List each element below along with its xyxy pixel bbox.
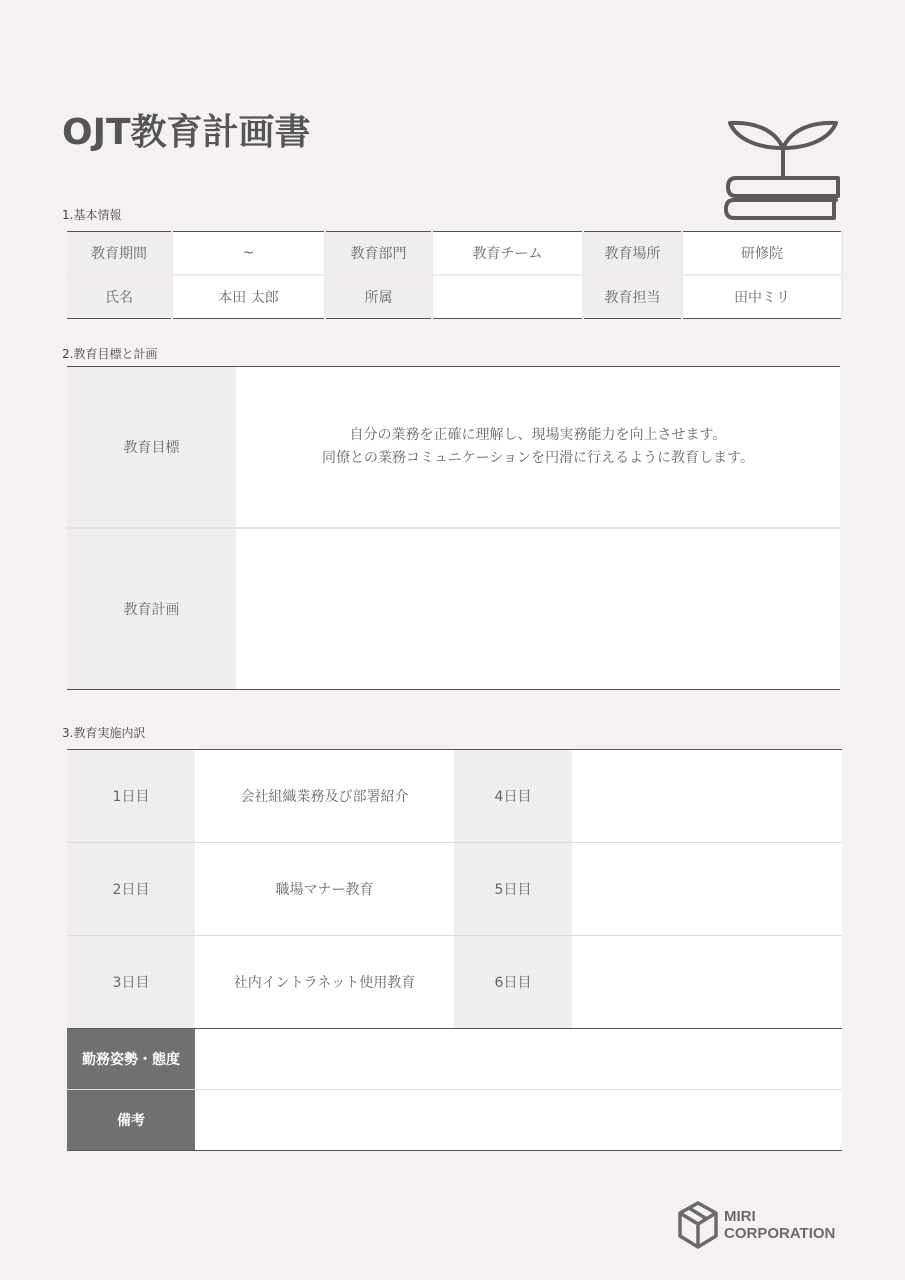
instructor-value[interactable]: 田中ミリ (682, 275, 842, 319)
goal-line: 自分の業務を正確に理解し、現場実務能力を向上させます。 (349, 427, 727, 443)
day-label: 2日目 (67, 843, 195, 936)
plant-books-icon (722, 118, 844, 226)
period-value[interactable]: ~ (172, 232, 325, 276)
attitude-row (67, 1029, 842, 1090)
name-label: 氏名 (67, 275, 172, 319)
goal-row (67, 367, 840, 529)
goal-line: 同僚との業務コミュニケーションを円滑に行えるように教育します。 (321, 450, 755, 466)
day-row (67, 843, 842, 936)
basic-info-row (67, 232, 842, 276)
basic-info-row (67, 275, 842, 319)
page-title: OJT教育計画書 (62, 112, 311, 153)
plan-label: 教育計画 (67, 528, 236, 690)
section-basic-info-label: 1.基本情報 (62, 208, 122, 222)
remarks-value[interactable] (195, 1090, 842, 1151)
department-value[interactable]: 教育チーム (432, 232, 583, 276)
goal-value[interactable] (236, 367, 840, 529)
location-value[interactable]: 研修院 (682, 232, 842, 276)
day-content[interactable] (572, 843, 842, 936)
affiliation-value[interactable] (432, 275, 583, 319)
day-label: 1日目 (67, 750, 195, 843)
affiliation-label: 所属 (325, 275, 432, 319)
day-label: 5日目 (454, 843, 572, 936)
day-content[interactable]: 会社組織業務及び部署紹介 (195, 750, 454, 843)
day-content[interactable] (572, 936, 842, 1029)
logo-line-1: MIRI (724, 1208, 756, 1225)
day-content[interactable]: 社内イントラネット使用教育 (195, 936, 454, 1029)
remarks-row (67, 1090, 842, 1151)
day-content[interactable] (572, 750, 842, 843)
logo-line-2: CORPORATION (724, 1225, 836, 1242)
day-label: 6日目 (454, 936, 572, 1029)
name-value[interactable]: 本田 太郎 (172, 275, 325, 319)
day-row (67, 750, 842, 843)
plan-value[interactable] (236, 528, 840, 690)
instructor-label: 教育担当 (583, 275, 682, 319)
department-label: 教育部門 (325, 232, 432, 276)
day-content[interactable]: 職場マナー教育 (195, 843, 454, 936)
section-schedule-label: 3.教育実施内訳 (62, 726, 146, 740)
day-label: 3日目 (67, 936, 195, 1029)
goal-label: 教育目標 (67, 367, 236, 529)
day-label: 4日目 (454, 750, 572, 843)
section-goals-label: 2.教育目標と計画 (62, 347, 158, 361)
basic-info-table (67, 231, 843, 319)
goals-plan-table (67, 366, 840, 690)
day-row (67, 936, 842, 1029)
location-label: 教育場所 (583, 232, 682, 276)
attitude-label: 勤務姿勢・態度 (67, 1029, 195, 1090)
company-logo-text (724, 1208, 835, 1242)
remarks-label: 備考 (67, 1090, 195, 1151)
schedule-table (67, 749, 842, 1151)
period-label: 教育期間 (67, 232, 172, 276)
plan-row (67, 528, 840, 690)
attitude-value[interactable] (195, 1029, 842, 1090)
cube-icon (677, 1200, 719, 1250)
